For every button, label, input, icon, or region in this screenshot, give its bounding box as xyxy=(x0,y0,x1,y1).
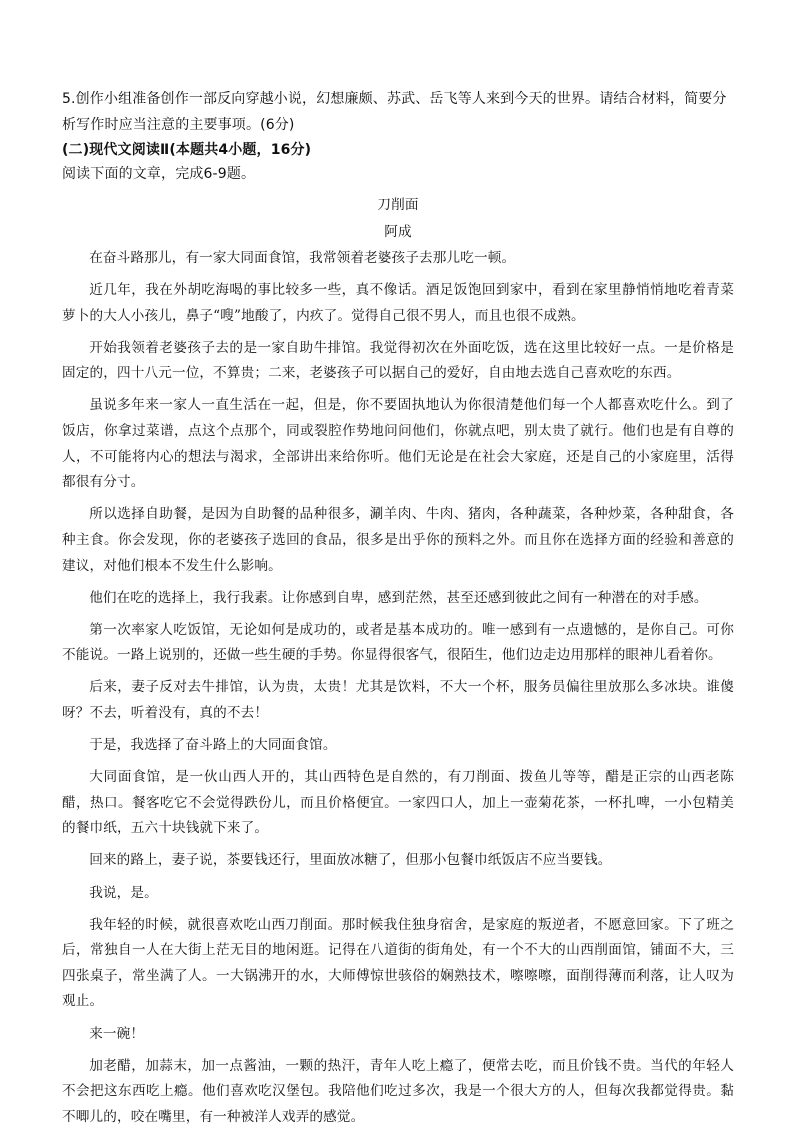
instruction: 阅读下面的文章，完成6-9题。 xyxy=(62,166,256,182)
paragraph-10: 大同面食馆，是一伙山西人开的，其山西特色是自然的，有刀削面、拨鱼儿等等，醋是正宗的山西老陈醋，热口。餐客吃它不会觉得跌份儿，而且价格便宜。一家四口人，加上一壶菊花茶，一杯扎啤，一小包精美的餐巾纸，五六十块钱就下来了。 xyxy=(62,769,734,837)
article-title: 刀削面 xyxy=(377,197,419,213)
paragraph-15: 加老醋，加蒜末，加一点酱油，一颗的热汗，青年人吃上瘾了，便常去吃，而且价钱不贵。当代的年轻人不会把这东西吃上瘾。他们喜欢吃汉堡包。我陪他们吃过多次，我是一个很大方的人，但每次我都觉得贵。黏不唧儿的，咬在嘴里，有一种被洋人戏弄的感觉。 xyxy=(62,1057,734,1125)
question-5: 5.创作小组准备创作一部反向穿越小说，幻想廉颇、苏武、岳飞等人来到今天的世界。请结合材料，简要分析写作时应当注意的主要事项。(6分) xyxy=(62,91,727,133)
paragraph-5: 所以选择自助餐，是因为自助餐的品种很多，涮羊肉、牛肉、猪肉，各种蔬菜，各种炒菜，各种甜食，各种主食。你会发现，你的老婆孩子选回的食品，很多是出乎你的预料之外。而且你在选择方面的经验和善意的建议，对他们根本不发生什么影响。 xyxy=(62,506,734,574)
paragraph-9: 于是，我选择了奋斗路上的大同面食馆。 xyxy=(89,737,337,754)
article-body xyxy=(62,246,734,1130)
paragraph-2: 近几年，我在外胡吃海喝的事比较多一些，真不像话。酒足饭饱回到家中，看到在家里静悄悄地吃着青菜萝卜的大人小孩儿，鼻子“嗖”地酸了，内疚了。觉得自己很不男人，而且也很不成熟。 xyxy=(62,282,734,324)
paragraph-1: 在奋斗路那儿，有一家大同面食馆，我常领着老婆孩子去那儿吃一顿。 xyxy=(89,250,516,266)
paragraph-7: 第一次率家人吃饭馆，无论如何是成功的，或者是基本成功的。唯一感到有一点遗憾的，是你自己。可你不能说。一路上说别的，还做一些生硬的手势。你显得很客气，很陌生，他们边走边用那样的眼神儿看着你。 xyxy=(62,621,734,664)
paragraph-3: 开始我领着老婆孩子去的是一家自助牛排馆。我觉得初次在外面吃饭，选在这里比较好一点。一是价格是固定的，四十八元一位，不算贵；二来，老婆孩子可以据自己的爱好，自由地去选自己喜欢吃的东西。 xyxy=(62,339,734,382)
paragraph-13: 我年轻的时候，就很喜欢吃山西刀削面。那时候我住独身宿舍，是家庭的叛逆者，不愿意回家。下了班之后，常独自一人在大街上茫无目的地闲逛。记得在八道街的街角处，有一个不大的山西削面馆，铺面不大，三四张桌子，常坐满了人。一大锅沸开的水，大师傅惊世骇俗的娴熟技术，嚓嚓嚓，面削得薄而利落，让人叹为观止。 xyxy=(62,916,734,1010)
paragraph-6: 他们在吃的选择上，我行我素。让你感到自卑，感到茫然，甚至还感到彼此之间有一种潜在的对手感。 xyxy=(89,589,708,606)
paragraph-8: 后来，妻子反对去牛排馆，认为贵，太贵！尤其是饮料，不大一个杯，服务员偏往里放那么多冰块。谁傻呀？不去，听着没有，真的不去！ xyxy=(62,679,734,721)
paragraph-12: 我说，是。 xyxy=(89,884,158,901)
paragraph-14: 来一碗！ xyxy=(89,1025,145,1042)
section-heading: (二)现代文阅读Ⅱ(本题共4小题，16分) xyxy=(62,142,312,158)
article-author: 阿成 xyxy=(384,224,412,240)
paragraph-4: 虽说多年来一家人一直生活在一起，但是，你不要固执地认为你很清楚他们每一个人都喜欢吃什么。到了饭店，你拿过菜谱，点这个点那个，同或裂腔作势地问问他们，你就点吧，别太贵了就行。他们也是有自尊的人，不可能将内心的想法与渴求，全部讲出来给你听。他们无论是在社会大家庭，还是自己的小家庭里，活得都很有分寸。 xyxy=(62,397,734,491)
paragraph-11: 回来的路上，妻子说，茶要钱还行，里面放冰糖了，但那小包餐巾纸饭店不应当要钱。 xyxy=(89,852,612,869)
page xyxy=(62,86,734,1137)
